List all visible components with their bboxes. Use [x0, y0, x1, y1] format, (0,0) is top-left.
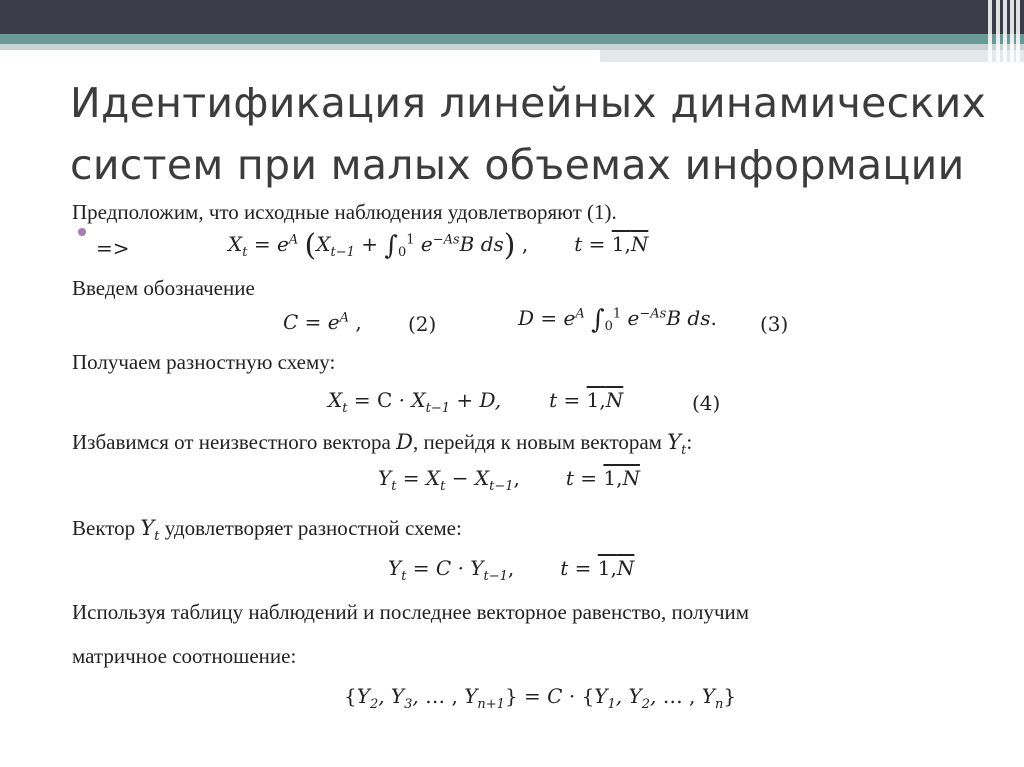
text-line-4: Избавимся от неизвестного вектора D, перейдя к новым векторам $Y_t$: [72, 430, 693, 459]
bullet-icon [78, 228, 86, 236]
equation-5: $Y_t = X_t - X_{t-1}$, $t = 1,\overline{N}$ [378, 466, 640, 494]
arrow-text: => [96, 236, 130, 260]
equation-2: $C = e^A$ , [283, 310, 362, 334]
header-band-teal [0, 34, 1024, 44]
header-band-dark [0, 0, 1024, 34]
header-stripe [1003, 0, 1007, 62]
equation-3: $D = e^A$ $\int_0^1$ $e^{-As}B$ ds. [518, 305, 717, 335]
text-line-7: матричное соотношение: [72, 644, 297, 668]
header-stripe [1016, 0, 1020, 62]
equation-4: $X_t = C \cdot X_{t-1} + D$, $t = 1,\overline{N}$ [328, 388, 624, 416]
text-line-5-end: удовлетворяет разностной схеме: [164, 516, 462, 540]
text-line-4-start: Избавимся от неизвестного вектора [72, 430, 391, 454]
equation-4-number: (4) [692, 391, 721, 415]
equation-7: {$Y_2$, $Y_3$, … , $Y_{n+1}\} = C \cdot \{Y_1$, $Y_2$, … , $Y_n$} [344, 684, 737, 712]
header-stripe [1010, 0, 1014, 62]
text-line-6: Используя таблицу наблюдений и последнее векторное равенство, получим [72, 600, 750, 624]
equation-2-number: (2) [408, 312, 437, 336]
text-line-1: Предположим, что исходные наблюдения удовлетворяют (1). [72, 200, 617, 224]
slide-title: Идентификация линейных динамических систем при малых объемах информации [70, 79, 987, 189]
header-stripe [996, 0, 1000, 62]
header-band-light [600, 50, 1024, 62]
equation-6: $Y_t = C \cdot Y_{t-1}$, $t = 1,\overline{N}$ [388, 556, 635, 584]
text-line-5-start: Вектор [72, 516, 136, 540]
equation-3-number: (3) [760, 312, 789, 336]
text-line-5: Вектор $Y_t$ удовлетворяет разностной схеме: [72, 516, 462, 545]
text-line-2: Введем обозначение [72, 276, 255, 300]
equation-1: $X_t = e^A$ ($X_{t-1} + \int_0^1$ $e^{-As}B$ ds) , $t = 1,\overline{N}$ [228, 228, 649, 263]
header-stripe [988, 0, 992, 62]
text-line-3: Получаем разностную схему: [72, 350, 336, 374]
text-line-4-end: , перейдя к новым векторам [412, 430, 662, 454]
